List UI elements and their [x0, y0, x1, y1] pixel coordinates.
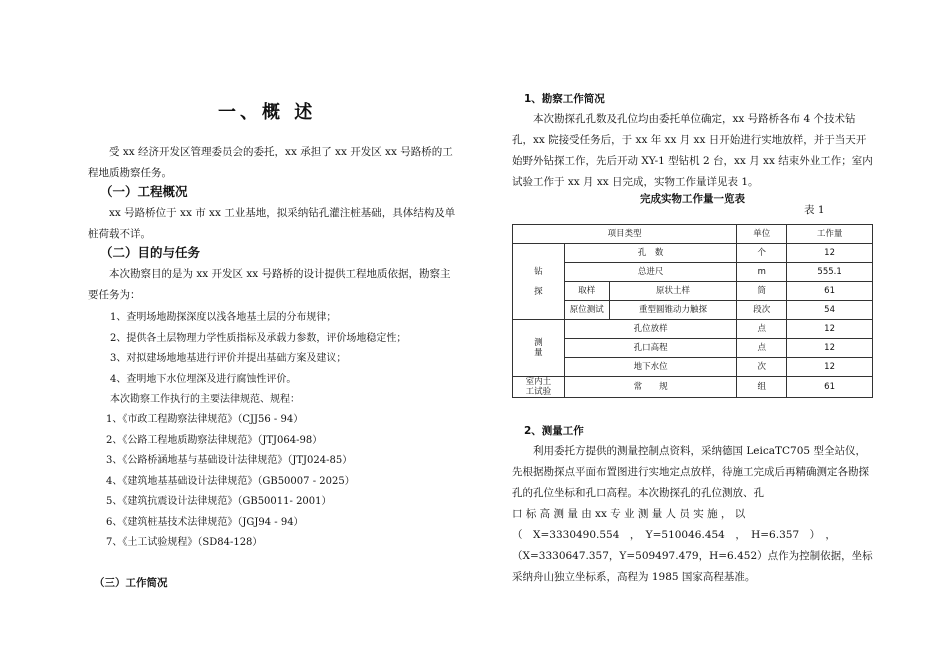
section-heading-purpose: （二）目的与任务 [100, 245, 201, 260]
task-item: 3、对拟建场地地基进行评价并提出基础方案及建议； [110, 353, 347, 364]
group-lab-line2: 工试验 [525, 387, 552, 397]
overview-paragraph: xx 号路桥位于 xx 市 xx 工业基地，拟采纳钻孔灌注桩基础，具体结构及单桩荷载不详。 [88, 207, 456, 240]
group-survey [513, 320, 565, 377]
row-unit: 组 [737, 377, 787, 398]
group-lab-line1: 室内土 [525, 377, 552, 387]
table-row [513, 377, 873, 398]
group-survey-line2: 量 [534, 348, 543, 358]
standard-item: 1、《市政工程勘察法律规范》（CJJ56 - 94） [106, 414, 304, 425]
row-amount: 555.1 [787, 263, 873, 282]
row-unit: 段次 [737, 301, 787, 320]
section-heading-work: （三）工作简况 [94, 577, 168, 589]
row-item: 孔 数 [564, 244, 736, 263]
row-amount: 61 [787, 377, 873, 398]
table-row [513, 320, 873, 339]
measurement-paragraph: 利用委托方提供的测量控制点资料，采纳德国 LeicaTC705 型全站仪，先根据勘探点平面布置图进行实地定点放样，待施工完成后再精确测定各勘探孔的孔位坐标和孔口高程。本次勘探孔的孔位测放、孔 [512, 445, 869, 499]
row-unit: 点 [737, 339, 787, 358]
row-item: 孔口高程 [564, 339, 736, 358]
measurement-line: 口 标 高 测 量 由 xx 专 业 测 量 人 员 实 施 ， 以 [512, 508, 746, 520]
standards-intro: 本次勘察工作执行的主要法律规范、规程： [110, 394, 300, 405]
standard-item: 5、《建筑抗震设计法律规范》（GB50011- 2001） [106, 496, 332, 507]
intro-paragraph: 受 xx 经济开发区管理委员会的委托，xx 承担了 xx 开发区 xx 号路桥的工程地质勘察任务。 [88, 146, 453, 179]
task-item: 1、查明场地勘探深度以浅各地基土层的分布规律； [110, 312, 337, 323]
row-unit: 个 [737, 244, 787, 263]
row-unit: 点 [737, 320, 787, 339]
workload-table [512, 224, 873, 398]
task-item: 2、提供各土层物理力学性质指标及承载力参数，评价场地稳定性； [110, 333, 407, 344]
table-caption: 完成实物工作量一览表 [640, 193, 745, 205]
standard-item: 4、《建筑地基基础设计法律规范》（GB50007 - 2025） [106, 476, 355, 487]
table-number: 表 1 [804, 204, 825, 216]
header-amount: 工作量 [787, 225, 873, 244]
row-amount: 54 [787, 301, 873, 320]
row-amount: 12 [787, 244, 873, 263]
subsection-heading-measurement: 2、测量工作 [524, 425, 584, 437]
group-drilling [513, 244, 565, 320]
row-item: 地下水位 [564, 358, 736, 377]
standard-item: 6、《建筑桩基技术法律规范》（JGJ94 - 94） [106, 517, 304, 528]
row-unit: 次 [737, 358, 787, 377]
row-amount: 61 [787, 282, 873, 301]
row-amount: 12 [787, 320, 873, 339]
header-unit: 单位 [737, 225, 787, 244]
subsection-heading-survey-work: 1、勘察工作简况 [524, 93, 605, 105]
table-row [513, 263, 873, 282]
group-drilling-line1: 钻 [534, 266, 543, 277]
header-item-type: 项目类型 [513, 225, 737, 244]
table-row [513, 358, 873, 377]
row-amount: 12 [787, 358, 873, 377]
table-header-row [513, 225, 873, 244]
row-item: 重型圆锥动力触探 [609, 301, 737, 320]
row-item: 孔位放样 [564, 320, 736, 339]
standard-item: 2、《公路工程地质勘察法律规范》（JTJ064-98） [106, 435, 323, 446]
purpose-paragraph: 本次勘察目的是为 xx 开发区 xx 号路桥的设计提供工程地质依据，勘察主要任务为： [88, 268, 451, 301]
survey-work-paragraph: 本次勘探孔孔数及孔位均由委托单位确定，xx 号路桥各布 4 个技术钻孔，xx 院接受任务后，于 xx 年 xx 月 xx 日开始进行实地放样，并于当天开始野外钻探工作，先后开动 XY-1 型钻机 2 台，xx 月 xx 结束外业工作；室内试验工作于 xx 月 xx 日完成，实物工作量详见表 1。 [512, 113, 873, 188]
row-item: 原状土样 [609, 282, 737, 301]
standard-item: 7、《土工试验规程》（SD84-128） [106, 537, 263, 548]
group-lab [513, 377, 565, 398]
row-unit: m [737, 263, 787, 282]
group-survey-line1: 测 [534, 338, 543, 348]
standard-item: 3、《公路桥涵地基与基础设计法律规范》（JTJ024-85） [106, 455, 353, 466]
table-row [513, 282, 873, 301]
row-item: 常 规 [564, 377, 736, 398]
row-amount: 12 [787, 339, 873, 358]
row-unit: 筒 [737, 282, 787, 301]
section-heading-overview: （一）工程概况 [100, 184, 188, 199]
group-drilling-line2: 探 [534, 286, 543, 297]
row-item: 总进尺 [564, 263, 736, 282]
table-row [513, 339, 873, 358]
task-item: 4、查明地下水位埋深及进行腐蚀性评价。 [110, 374, 297, 385]
chapter-title: 一、概 述 [218, 102, 317, 123]
row-type: 原位测试 [564, 301, 609, 320]
measurement-line: （X=3330647.357，Y=509497.479，H=6.452）点作为控制依据，坐标采纳舟山独立坐标系，高程为 1985 国家高程基准。 [512, 550, 873, 583]
row-type: 取样 [564, 282, 609, 301]
table-row [513, 301, 873, 320]
measurement-line: （ X=3330490.554 ， Y=510046.454 ， H=6.357 ） ， [512, 529, 836, 541]
table-row [513, 244, 873, 263]
